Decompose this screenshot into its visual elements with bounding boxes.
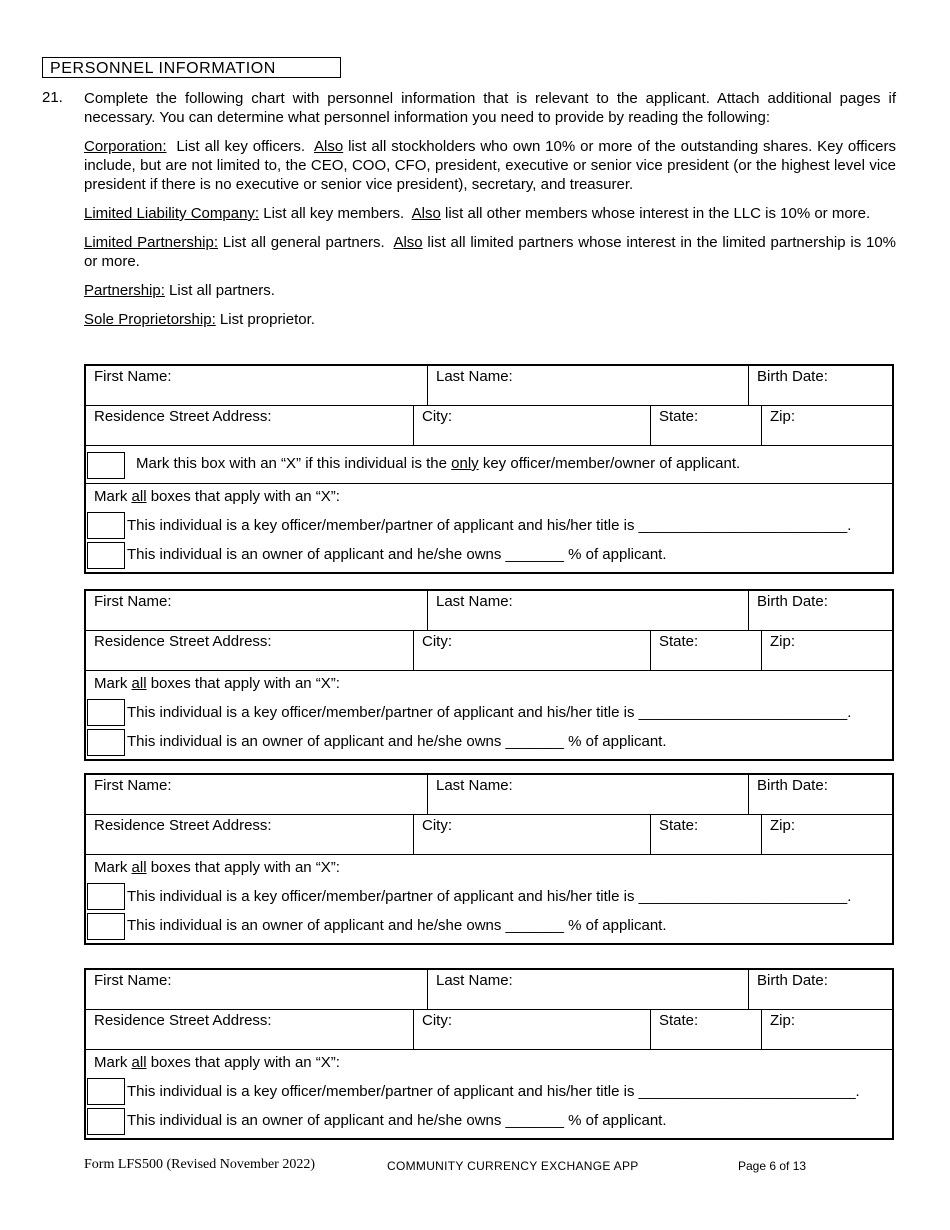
zip-field[interactable]: Zip: <box>770 1012 796 1029</box>
corporation-pre: List all key officers. <box>176 138 306 155</box>
personnel-card-3 <box>84 773 894 945</box>
state-field[interactable]: State: <box>651 406 762 445</box>
key-officer-checkbox[interactable] <box>87 883 125 910</box>
only-officer-text <box>136 455 740 472</box>
key-officer-checkbox[interactable] <box>87 699 125 726</box>
lp-pre: List all general partners. <box>222 234 385 251</box>
zip-field[interactable]: Zip: <box>770 408 796 425</box>
partnership-text: List all partners. <box>169 282 275 299</box>
state-field[interactable]: State: <box>651 1010 762 1049</box>
lp-also: Also <box>393 234 423 251</box>
mark-pre: Mark <box>94 859 128 876</box>
llc-paragraph <box>84 204 896 223</box>
street-address-field[interactable]: Residence Street Address: <box>86 631 414 670</box>
corporation-label: Corporation: <box>84 138 167 155</box>
city-field[interactable]: City: <box>414 406 651 445</box>
personnel-card-4 <box>84 968 894 1140</box>
owner-text: This individual is an owner of applicant and he/she owns _______ % of applicant. <box>127 546 667 563</box>
address-row <box>86 1010 892 1050</box>
last-name-field[interactable]: Last Name: <box>428 970 749 1009</box>
mark-all-label <box>94 675 340 692</box>
personnel-card-2 <box>84 589 894 761</box>
mark-all-word: all <box>131 488 147 505</box>
address-row <box>86 815 892 855</box>
only-pre: Mark this box with an “X” if this individual is the <box>136 455 447 472</box>
corporation-post: list all stockholders who own 10% or more of the outstanding shares. Key officers include, but are not limited to, the CEO, COO, CFO, president, executive or senior vice president (or the highest level vice president if there is no executive or senior vice president), secretary, and treasurer. <box>84 138 896 193</box>
birth-date-field[interactable]: Birth Date: <box>757 777 828 794</box>
mark-all-word: all <box>131 859 147 876</box>
only-post: key officer/member/owner of applicant. <box>482 455 741 472</box>
last-name-field[interactable]: Last Name: <box>428 591 749 630</box>
last-name-field[interactable]: Last Name: <box>428 366 749 405</box>
address-row <box>86 631 892 671</box>
sole-label: Sole Proprietorship: <box>84 311 216 328</box>
birth-date-field[interactable]: Birth Date: <box>757 972 828 989</box>
mark-all-label <box>94 859 340 876</box>
state-field[interactable]: State: <box>651 815 762 854</box>
first-name-field[interactable]: First Name: <box>86 775 428 814</box>
key-officer-checkbox[interactable] <box>87 512 125 539</box>
corporation-paragraph <box>84 137 896 194</box>
personnel-card-1 <box>84 364 894 574</box>
footer-app-name: COMMUNITY CURRENCY EXCHANGE APP <box>387 1159 639 1173</box>
mark-all-section <box>86 855 892 943</box>
city-field[interactable]: City: <box>414 631 651 670</box>
lp-post: list all limited partners whose interest in the limited partnership is 10% or more. <box>84 234 896 270</box>
partnership-paragraph <box>84 281 896 300</box>
key-officer-text: This individual is a key officer/member/partner of applicant and his/her title is _________________________. <box>127 888 852 905</box>
street-address-field[interactable]: Residence Street Address: <box>86 1010 414 1049</box>
birth-date-field[interactable]: Birth Date: <box>757 593 828 610</box>
city-field[interactable]: City: <box>414 815 651 854</box>
name-row <box>86 591 892 631</box>
mark-post: boxes that apply with an “X”: <box>150 859 340 876</box>
mark-all-word: all <box>131 1054 147 1071</box>
footer-form-id: Form LFS500 (Revised November 2022) <box>84 1157 315 1172</box>
name-row <box>86 970 892 1010</box>
llc-pre: List all key members. <box>263 205 405 222</box>
llc-label: Limited Liability Company: <box>84 205 260 222</box>
sole-text: List proprietor. <box>219 311 315 328</box>
question-intro: Complete the following chart with personnel information that is relevant to the applicant. Attach additional pages if necessary. You can determine what personnel information you need to provide by reading the following: <box>84 90 896 126</box>
mark-all-word: all <box>131 675 147 692</box>
question-number: 21. <box>42 89 63 106</box>
owner-text: This individual is an owner of applicant and he/she owns _______ % of applicant. <box>127 917 667 934</box>
mark-pre: Mark <box>94 488 128 505</box>
zip-field[interactable]: Zip: <box>770 633 796 650</box>
mark-all-label <box>94 1054 340 1071</box>
state-field[interactable]: State: <box>651 631 762 670</box>
owner-text: This individual is an owner of applicant and he/she owns _______ % of applicant. <box>127 733 667 750</box>
mark-all-section <box>86 484 892 572</box>
llc-also: Also <box>411 205 441 222</box>
key-officer-text: This individual is a key officer/member/partner of applicant and his/her title is _________________________. <box>127 517 852 534</box>
zip-field[interactable]: Zip: <box>770 817 796 834</box>
mark-all-section <box>86 1050 892 1138</box>
mark-pre: Mark <box>94 675 128 692</box>
owner-checkbox[interactable] <box>87 1108 125 1135</box>
section-title: PERSONNEL INFORMATION <box>42 57 341 78</box>
first-name-field[interactable]: First Name: <box>86 970 428 1009</box>
address-row <box>86 406 892 446</box>
partnership-label: Partnership: <box>84 282 165 299</box>
key-officer-text: This individual is a key officer/member/partner of applicant and his/her title is __________________________. <box>127 1083 860 1100</box>
owner-text: This individual is an owner of applicant and he/she owns _______ % of applicant. <box>127 1112 667 1129</box>
mark-pre: Mark <box>94 1054 128 1071</box>
mark-post: boxes that apply with an “X”: <box>150 1054 340 1071</box>
corporation-also: Also <box>314 138 344 155</box>
first-name-field[interactable]: First Name: <box>86 366 428 405</box>
first-name-field[interactable]: First Name: <box>86 591 428 630</box>
mark-all-label <box>94 488 340 505</box>
only-word: only <box>451 455 479 472</box>
question-instructions <box>84 89 896 339</box>
name-row <box>86 366 892 406</box>
city-field[interactable]: City: <box>414 1010 651 1049</box>
lp-label: Limited Partnership: <box>84 234 219 251</box>
birth-date-field[interactable]: Birth Date: <box>757 368 828 385</box>
street-address-field[interactable]: Residence Street Address: <box>86 815 414 854</box>
owner-checkbox[interactable] <box>87 542 125 569</box>
name-row <box>86 775 892 815</box>
mark-post: boxes that apply with an “X”: <box>150 675 340 692</box>
owner-checkbox[interactable] <box>87 913 125 940</box>
last-name-field[interactable]: Last Name: <box>428 775 749 814</box>
lp-paragraph <box>84 233 896 271</box>
mark-all-section <box>86 671 892 759</box>
only-officer-row <box>86 446 892 484</box>
only-officer-checkbox[interactable] <box>87 452 125 479</box>
key-officer-checkbox[interactable] <box>87 1078 125 1105</box>
llc-post: list all other members whose interest in the LLC is 10% or more. <box>445 205 871 222</box>
key-officer-text: This individual is a key officer/member/partner of applicant and his/her title is _________________________. <box>127 704 852 721</box>
footer-page-number: Page 6 of 13 <box>738 1159 807 1173</box>
mark-post: boxes that apply with an “X”: <box>150 488 340 505</box>
street-address-field[interactable]: Residence Street Address: <box>86 406 414 445</box>
sole-paragraph <box>84 310 896 329</box>
owner-checkbox[interactable] <box>87 729 125 756</box>
